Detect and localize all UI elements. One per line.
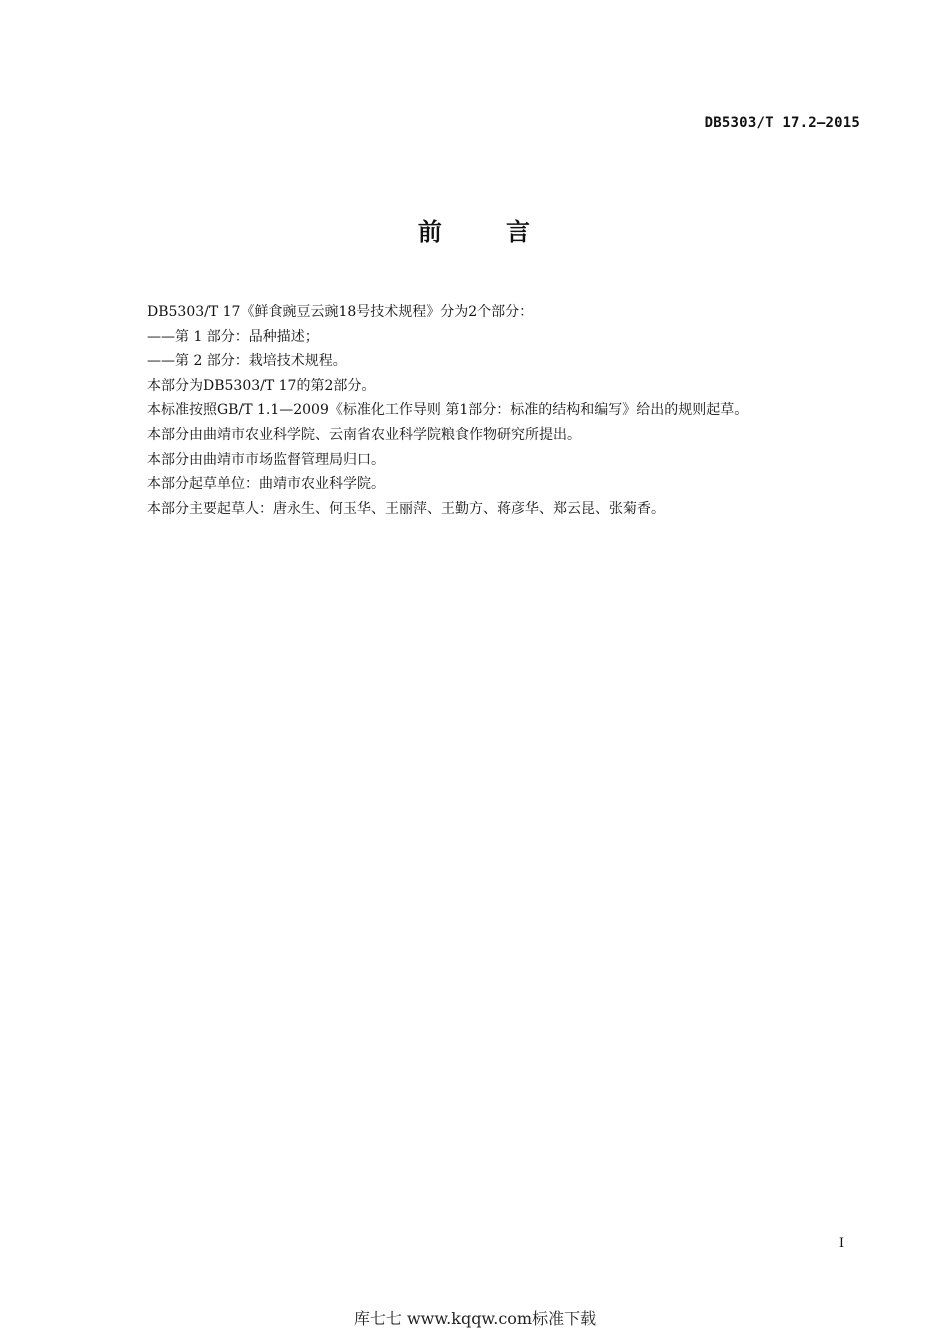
- paragraph-part-2: ——第 2 部分：栽培技术规程。: [147, 353, 347, 370]
- standard-code: DB5303/T 17.2—2015: [704, 115, 860, 131]
- paragraph-drafting-rules: 本标准按照GB/T 1.1—2009《标准化工作导则 第1部分：标准的结构和编写》给出的规则起草。: [147, 402, 749, 419]
- paragraph-drafting-unit: 本部分起草单位：曲靖市农业科学院。: [147, 476, 385, 493]
- watermark-text: 库七七 www.kqqw.com标准下载: [353, 1309, 597, 1328]
- paragraph-proposer: 本部分由曲靖市农业科学院、云南省农业科学院粮食作物研究所提出。: [147, 426, 581, 443]
- paragraph-drafters: 本部分主要起草人：唐永生、何玉华、王丽萍、王勤方、蒋彦华、郑云昆、张菊香。: [147, 500, 665, 517]
- paragraph-part-1: ——第 1 部分：品种描述；: [147, 328, 319, 345]
- paragraph-administrator: 本部分由曲靖市市场监督管理局归口。: [147, 451, 385, 468]
- paragraph-series-intro: DB5303/T 17《鲜食豌豆云豌18号技术规程》分为2个部分：: [147, 304, 534, 320]
- paragraph-this-part: 本部分为DB5303/T 17的第2部分。: [147, 377, 376, 394]
- foreword-body: [147, 300, 867, 521]
- page-title: 前 言: [417, 218, 533, 246]
- page-number: I: [838, 1236, 844, 1251]
